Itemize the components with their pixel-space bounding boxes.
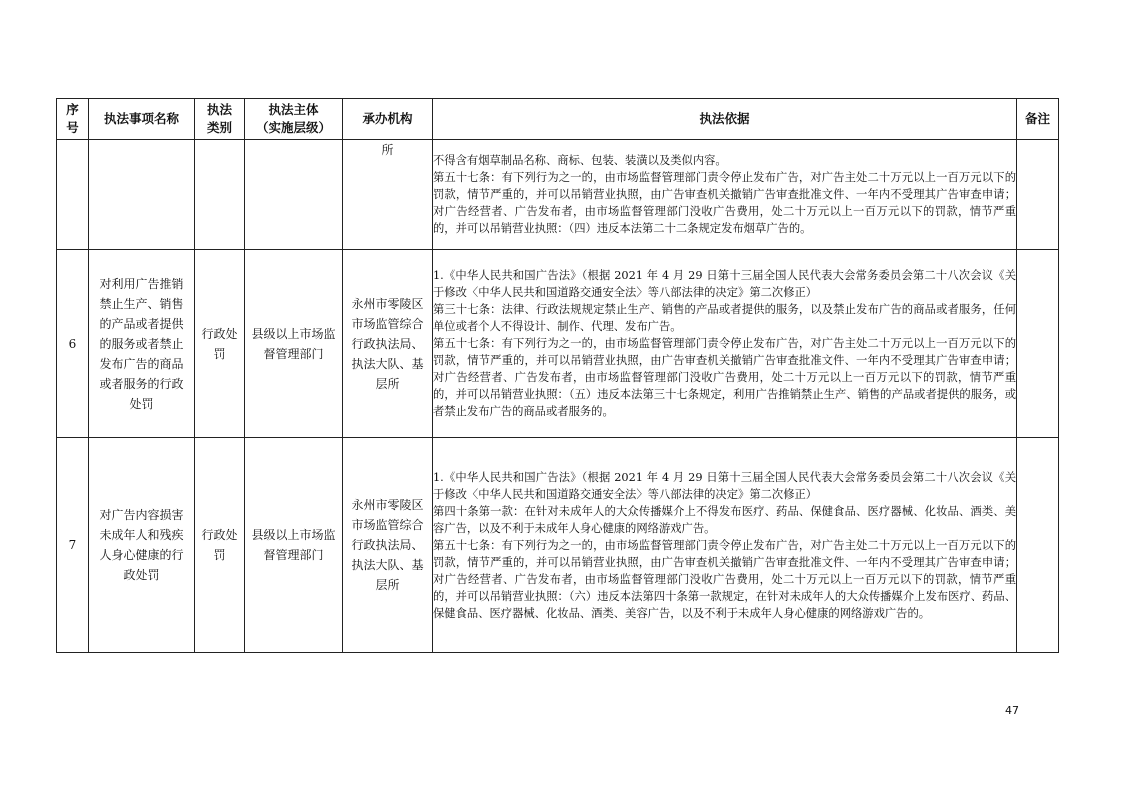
header-index-line2: 号 [66, 120, 79, 135]
row-item-name [89, 250, 195, 438]
row-remark [1017, 250, 1059, 438]
header-category: 执法 类别 [195, 99, 245, 140]
row-subject [245, 250, 343, 438]
row-index-text: 7 [68, 538, 77, 552]
header-row [57, 99, 1059, 140]
row-category [195, 250, 245, 438]
header-basis: 执法依据 [433, 99, 1017, 140]
header-index [57, 99, 89, 140]
page-number: 47 [1005, 704, 1019, 717]
row-subject [245, 140, 343, 250]
row-index-text: 6 [68, 336, 77, 351]
header-subject: 执法主体 （实施层级） [245, 99, 343, 140]
header-agency: 承办机构 [343, 99, 433, 140]
row-item-name [89, 438, 195, 653]
header-index-line1: 序 [66, 102, 79, 117]
table-row [57, 438, 1059, 653]
row-remark [1017, 140, 1059, 250]
basis-paragraph: 第三十七条：法律、行政法规规定禁止生产、销售的产品或者提供的服务，以及禁止发布广告的商品或者服务，任何单位或者个人不得设计、制作、代理、发布广告。 [433, 303, 1016, 333]
row-item-name-text: 对广告内容损害未成年人和残疾人身心健康的行政处罚 [99, 508, 184, 582]
row-agency [343, 140, 433, 250]
basis-paragraph: 1.《中华人民共和国广告法》（根据 2021 年 4 月 29 日第十三届全国人民代表大会常务委员会第二十八次会议《关于修改〈中华人民共和国道路交通安全法〉等八部法律的决定》第二次修正） [433, 269, 1016, 299]
row-basis [433, 140, 1017, 250]
row-subject [245, 438, 343, 653]
row-agency-text: 永州市零陵区市场监管综合行政执法局、执法大队、基层所 [351, 296, 424, 391]
row-index [57, 250, 89, 438]
enforcement-table [56, 98, 1059, 653]
row-basis [433, 438, 1017, 653]
table-row [57, 140, 1059, 250]
row-basis [433, 250, 1017, 438]
row-category [195, 140, 245, 250]
row-item-name [89, 140, 195, 250]
row-category [195, 438, 245, 653]
row-agency-text: 永州市零陵区市场监管综合行政执法局、执法大队、基层所 [351, 498, 424, 592]
row-agency [343, 438, 433, 653]
basis-paragraph: 1.《中华人民共和国广告法》（根据 2021 年 4 月 29 日第十三届全国人民代表大会常务委员会第二十八次会议《关于修改〈中华人民共和国道路交通安全法〉等八部法律的决定》第二次修正） [433, 470, 1016, 501]
row-subject-text: 县级以上市场监督管理部门 [251, 528, 336, 562]
row-subject-text: 县级以上市场监督管理部门 [251, 326, 336, 361]
basis-paragraph: 不得含有烟草制品名称、商标、包装、装潢以及类似内容。 [433, 154, 727, 167]
header-item-name: 执法事项名称 [89, 99, 195, 140]
table-row [57, 250, 1059, 438]
row-category-text: 行政处罚 [201, 326, 238, 361]
basis-paragraph: 第四十条第一款：在针对未成年人的大众传播媒介上不得发布医疗、药品、保健食品、医疗器械、化妆品、酒类、美容广告，以及不利于未成年人身心健康的网络游戏广告。 [433, 504, 1016, 535]
row-item-name-text: 对利用广告推销禁止生产、销售的产品或者提供的服务或者禁止发布广告的商品或者服务的行政处罚 [99, 276, 184, 411]
row-index [57, 438, 89, 653]
header-remark: 备注 [1017, 99, 1059, 140]
row-agency [343, 250, 433, 438]
row-agency-text: 所 [381, 143, 394, 157]
basis-paragraph: 第五十七条：有下列行为之一的，由市场监督管理部门责令停止发布广告，对广告主处二十万元以上一百万元以下的罚款，情节严重的，并可以吊销营业执照，由广告审查机关撤销广告审查批准文件、一年内不受理其广告审查申请；对广告经营者、广告发布者，由市场监督管理部门没收广告费用，处二十万元以上一百万元以下的罚款，情节严重的，并可以吊销营业执照：（六）违反本法第四十条第一款规定，在针对未成年人的大众传播媒介上发布医疗、药品、保健食品、医疗器械、化妆品、酒类、美容广告，以及不利于未成年人身心健康的网络游戏广告的。 [433, 538, 1016, 620]
basis-paragraph: 第五十七条：有下列行为之一的，由市场监督管理部门责令停止发布广告，对广告主处二十万元以上一百万元以下的罚款，情节严重的，并可以吊销营业执照，由广告审查机关撤销广告审查批准文件、一年内不受理其广告审查申请；对广告经营者、广告发布者，由市场监督管理部门没收广告费用，处二十万元以上一百万元以下的罚款，情节严重的，并可以吊销营业执照：（四）违反本法第二十二条规定发布烟草广告的。 [433, 171, 1016, 235]
row-remark [1017, 438, 1059, 653]
row-category-text: 行政处罚 [201, 528, 238, 562]
basis-paragraph: 第五十七条：有下列行为之一的，由市场监督管理部门责令停止发布广告，对广告主处二十万元以上一百万元以下的罚款，情节严重的，并可以吊销营业执照，由广告审查机关撤销广告审查批准文件、一年内不受理其广告审查申请；对广告经营者、广告发布者，由市场监督管理部门没收广告费用，处二十万元以上一百万元以下的罚款，情节严重的，并可以吊销营业执照：（五）违反本法第三十七条规定，利用广告推销禁止生产、销售的产品或者提供的服务，或者禁止发布广告的商品或者服务的。 [433, 337, 1016, 418]
row-index [57, 140, 89, 250]
